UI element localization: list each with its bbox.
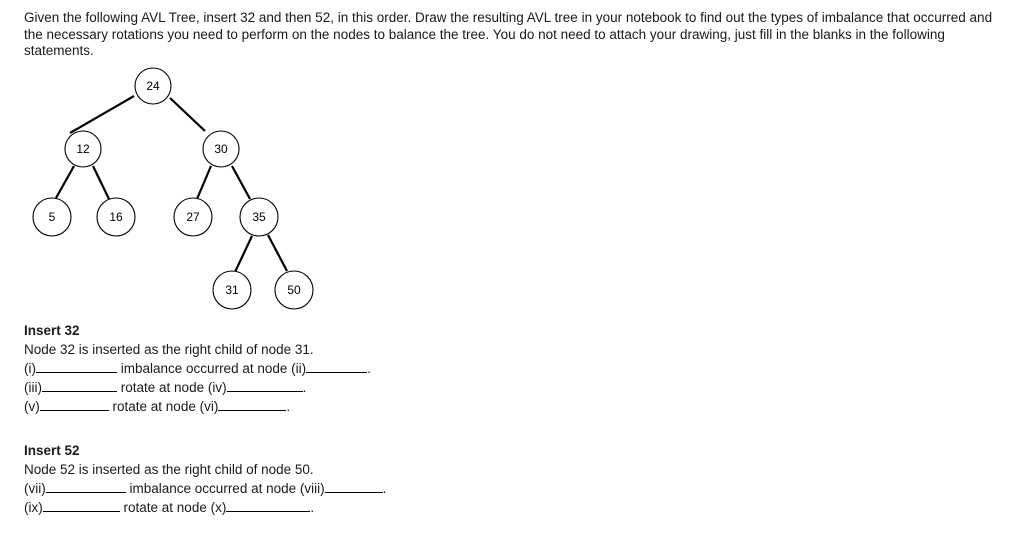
tree-node-30: [203, 131, 239, 167]
insert-32-heading: Insert 32: [24, 323, 80, 338]
svg-text:24: 24: [146, 79, 160, 93]
blank-x[interactable]: [226, 498, 310, 512]
period: .: [286, 399, 291, 414]
insert-32-description: Node 32 is inserted as the right child of node 31.: [24, 342, 314, 357]
tree-node-16: [97, 198, 135, 236]
insert-52-section: [24, 441, 386, 517]
blank-label-i: (i): [24, 361, 36, 376]
svg-text:16: 16: [109, 210, 123, 224]
insert-52-line-1: [24, 479, 386, 498]
blank-label-ix: (ix): [24, 500, 43, 515]
blank-iv[interactable]: [227, 378, 303, 392]
svg-text:27: 27: [186, 210, 200, 224]
tree-edge-24-30: [170, 98, 205, 131]
blank-label-v: (v): [24, 399, 40, 414]
instructions-text: Given the following AVL Tree, insert 32 and then 52, in this order. Draw the resulting AVL tree in your notebook to find out the types of imbalance that occurred and the necessary rotations you need to perform on the nodes to balance the tree. You do not need to attach your drawing, just fill in the blanks in the following statements.: [24, 10, 993, 58]
svg-text:12: 12: [76, 142, 90, 156]
tree-edge-12-16: [93, 166, 109, 199]
insert-32-line-3-text: rotate at node (vi): [112, 399, 219, 414]
period: .: [367, 361, 371, 376]
period: .: [382, 481, 387, 496]
insert-32-line-1: [24, 359, 371, 378]
insert-32-line-2: [24, 378, 371, 397]
tree-edge-35-31: [235, 236, 252, 272]
tree-edge-24-12: [70, 96, 134, 133]
tree-edge-30-35: [232, 166, 250, 199]
tree-node-50: [275, 271, 313, 309]
tree-node-5: [33, 198, 71, 236]
tree-node-24: [135, 68, 171, 104]
insert-32-line-2-text: rotate at node (iv): [120, 380, 227, 395]
tree-node-27: [174, 198, 212, 236]
svg-text:31: 31: [225, 283, 239, 297]
insert-32-line-3: [24, 397, 371, 416]
blank-ii[interactable]: [306, 359, 367, 373]
insert-52-line-1-text: imbalance occurred at node (viii): [129, 481, 325, 496]
svg-text:30: 30: [214, 142, 228, 156]
tree-node-12: [65, 131, 101, 167]
blank-label-iii: (iii): [24, 380, 42, 395]
blank-vii[interactable]: [46, 479, 126, 493]
blank-viii[interactable]: [325, 479, 383, 493]
insert-52-line-2-text: rotate at node (x): [123, 500, 227, 515]
blank-vi[interactable]: [218, 397, 286, 411]
insert-52-line-2: [24, 498, 386, 517]
insert-52-heading: Insert 52: [24, 443, 80, 458]
blank-iii[interactable]: [42, 378, 117, 392]
blank-ix[interactable]: [43, 498, 120, 512]
tree-edge-30-27: [197, 166, 211, 199]
blank-label-vii: (vii): [24, 481, 46, 496]
period: .: [302, 380, 307, 395]
tree-node-31: [213, 271, 251, 309]
tree-node-35: [240, 198, 278, 236]
svg-text:5: 5: [48, 210, 56, 224]
svg-text:35: 35: [252, 210, 266, 224]
svg-text:50: 50: [287, 283, 301, 297]
insert-32-section: [24, 321, 371, 416]
insert-32-line-1-text: imbalance occurred at node (ii): [120, 361, 307, 376]
insert-52-description: Node 52 is inserted as the right child of node 50.: [24, 462, 314, 477]
blank-i[interactable]: [36, 359, 117, 373]
period: .: [310, 500, 315, 515]
tree-edge-12-5: [56, 166, 74, 198]
blank-v[interactable]: [40, 397, 109, 411]
tree-edge-35-50: [268, 235, 287, 271]
